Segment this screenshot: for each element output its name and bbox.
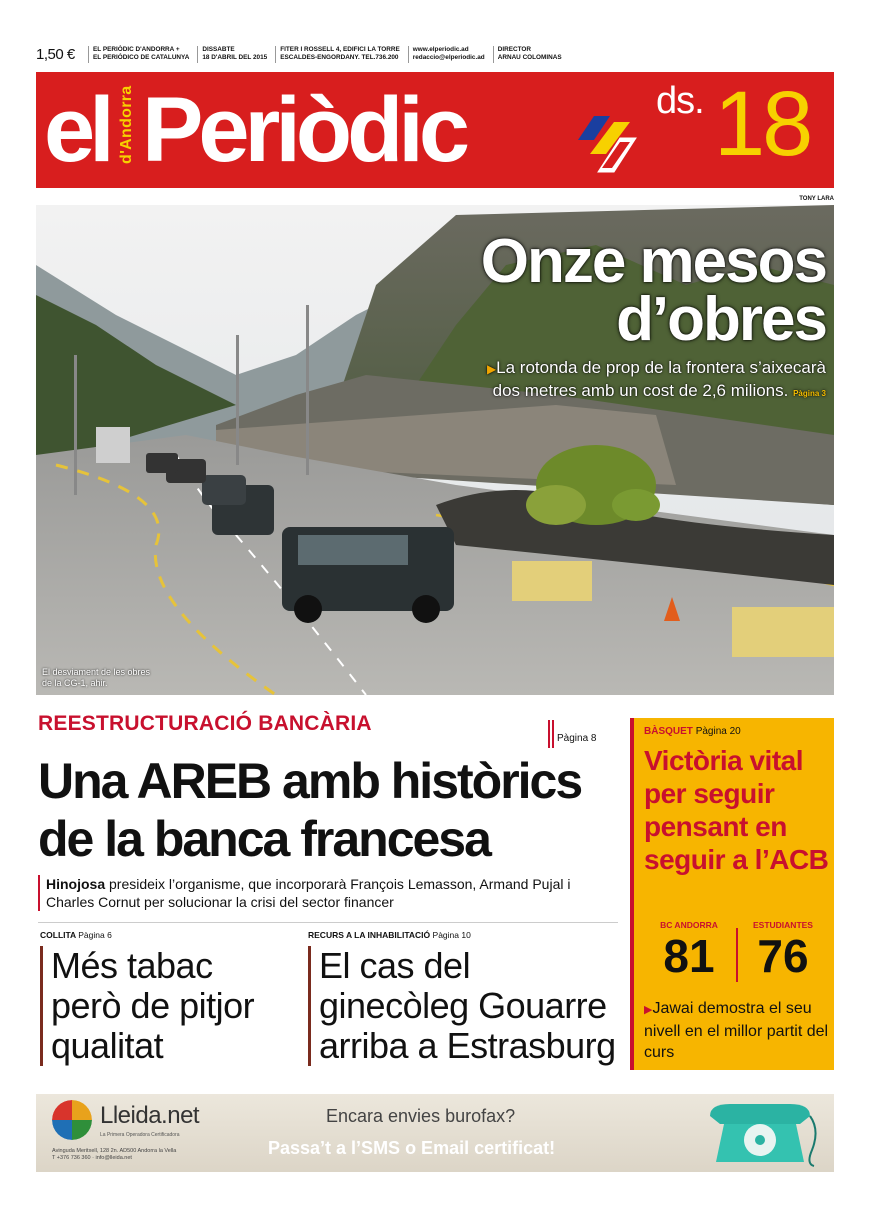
telephone-icon [700,1100,820,1168]
deck-text: presideix l’organisme, que incorporarà François Lemasson, Armand Pujal i Charles Cornut per solucionar la crisi del sector financer [46,876,571,910]
basketball-sidebar[interactable] [630,718,834,1070]
main-page-label: Pàgina 8 [557,733,597,744]
masthead-el: el [44,79,109,181]
info-strip [36,46,834,68]
photo-page-ref[interactable]: Pàgina 3 [793,389,826,398]
main-deck [38,875,618,911]
photo-subtitle-text: La rotonda de prop de la frontera s’aixecarà dos metres amb un cost de 2,6 milions. [492,358,826,400]
story-gynecologist-kicker [308,930,628,940]
photo-credit: TONY LARA [799,196,834,202]
sidebar-kicker-label: BÀSQUET [644,726,693,737]
triangle-bullet-icon: ▶ [486,362,497,376]
gyn-kicker-label: RECURS A LA INHABILITACIÓ [308,930,431,940]
sidebar-kicker [644,726,741,737]
score-away-value: 76 [757,930,809,982]
divider [38,922,618,923]
photo-headline-line2: d’obres [616,285,826,354]
date-number: 18 [714,73,811,175]
sidebar-summary [644,998,834,1063]
ad-call-to-action[interactable]: Passa’t a l’SMS o Email certificat! [268,1138,556,1158]
publication-info: EL PERIÒDIC D'ANDORRA + EL PERIÓDICO DE CATALUNYA [88,46,189,63]
tobacco-page-ref: Pàgina 6 [78,930,112,940]
lead-photo[interactable] [36,205,834,695]
main-kicker: REESTRUCTURACIÓ BANCÀRIA [38,712,372,735]
score-away [738,920,828,982]
team-home: BC ANDORRA [660,920,718,930]
score-home [644,920,734,982]
triangle-bullet-icon: ▶ [644,1004,653,1016]
photo-headline[interactable] [480,227,826,354]
address-info: FITER I ROSSELL 4, EDIFICI LA TORRE ESCALDES-ENGORDANY. TEL.736.200 [275,46,400,63]
photo-headline-line1: Onze mesos [480,227,826,296]
masthead-name: Periòdic [142,79,466,181]
gyn-page-ref: Pàgina 10 [432,930,471,940]
team-away: ESTUDIANTES [753,920,813,930]
ad-brand: Lleida.net [100,1102,200,1129]
story-tobacco-kicker [40,930,290,940]
double-bar-icon [548,720,554,748]
tobacco-kicker-label: COLLITA [40,930,76,940]
story-tobacco[interactable] [40,930,290,1066]
main-page-ref[interactable] [548,716,596,744]
price: 1,50 € [36,46,75,63]
sidebar-summary-text: Jawai demostra el seu nivell en el millor partit del curs [644,1000,829,1061]
web-contact[interactable]: www.elperiodic.ad redaccio@elperiodic.ad [408,46,485,63]
story-gynecologist[interactable] [308,930,628,1066]
flag-logo-icon [568,106,638,176]
photo-caption: El desviament de les obres de la CG-1, ahir. [42,667,151,688]
issue-date: DISSABTE 18 D'ABRIL DEL 2015 [197,46,267,63]
masthead-sub: d'Andorra [118,85,135,164]
sidebar-headline: Victòria vital per seguir pensant en seguir a l’ACB [644,745,829,875]
story-gynecologist-headline: El cas del ginecòleg Gouarre arriba a Estrasburg [308,946,628,1066]
weekday-label: ds. [656,80,704,122]
deck-lead: Hinojosa [46,876,106,892]
main-headline[interactable]: Una AREB amb històrics de la banca francesa [38,753,582,867]
sidebar-page-ref: Pàgina 20 [695,726,741,737]
photo-subtitle [466,357,826,404]
masthead [36,72,834,188]
director-info: DIRECTOR ARNAU COLOMINAS [493,46,562,63]
story-tobacco-headline: Més tabac però de pitjor qualitat [40,946,290,1066]
score-home-value: 81 [663,930,715,982]
ad-question: Encara envies burofax? [326,1106,516,1126]
ad-tagline: La Primera Operadora Certificadora [100,1132,180,1138]
advertisement-banner[interactable] [36,1094,834,1172]
lleida-logo-icon [52,1100,92,1140]
ad-address: Avinguda Meritxell, 128 2n. AD500 Andorra la Vella T +376 736 360 · info@lleida.net [52,1148,177,1161]
